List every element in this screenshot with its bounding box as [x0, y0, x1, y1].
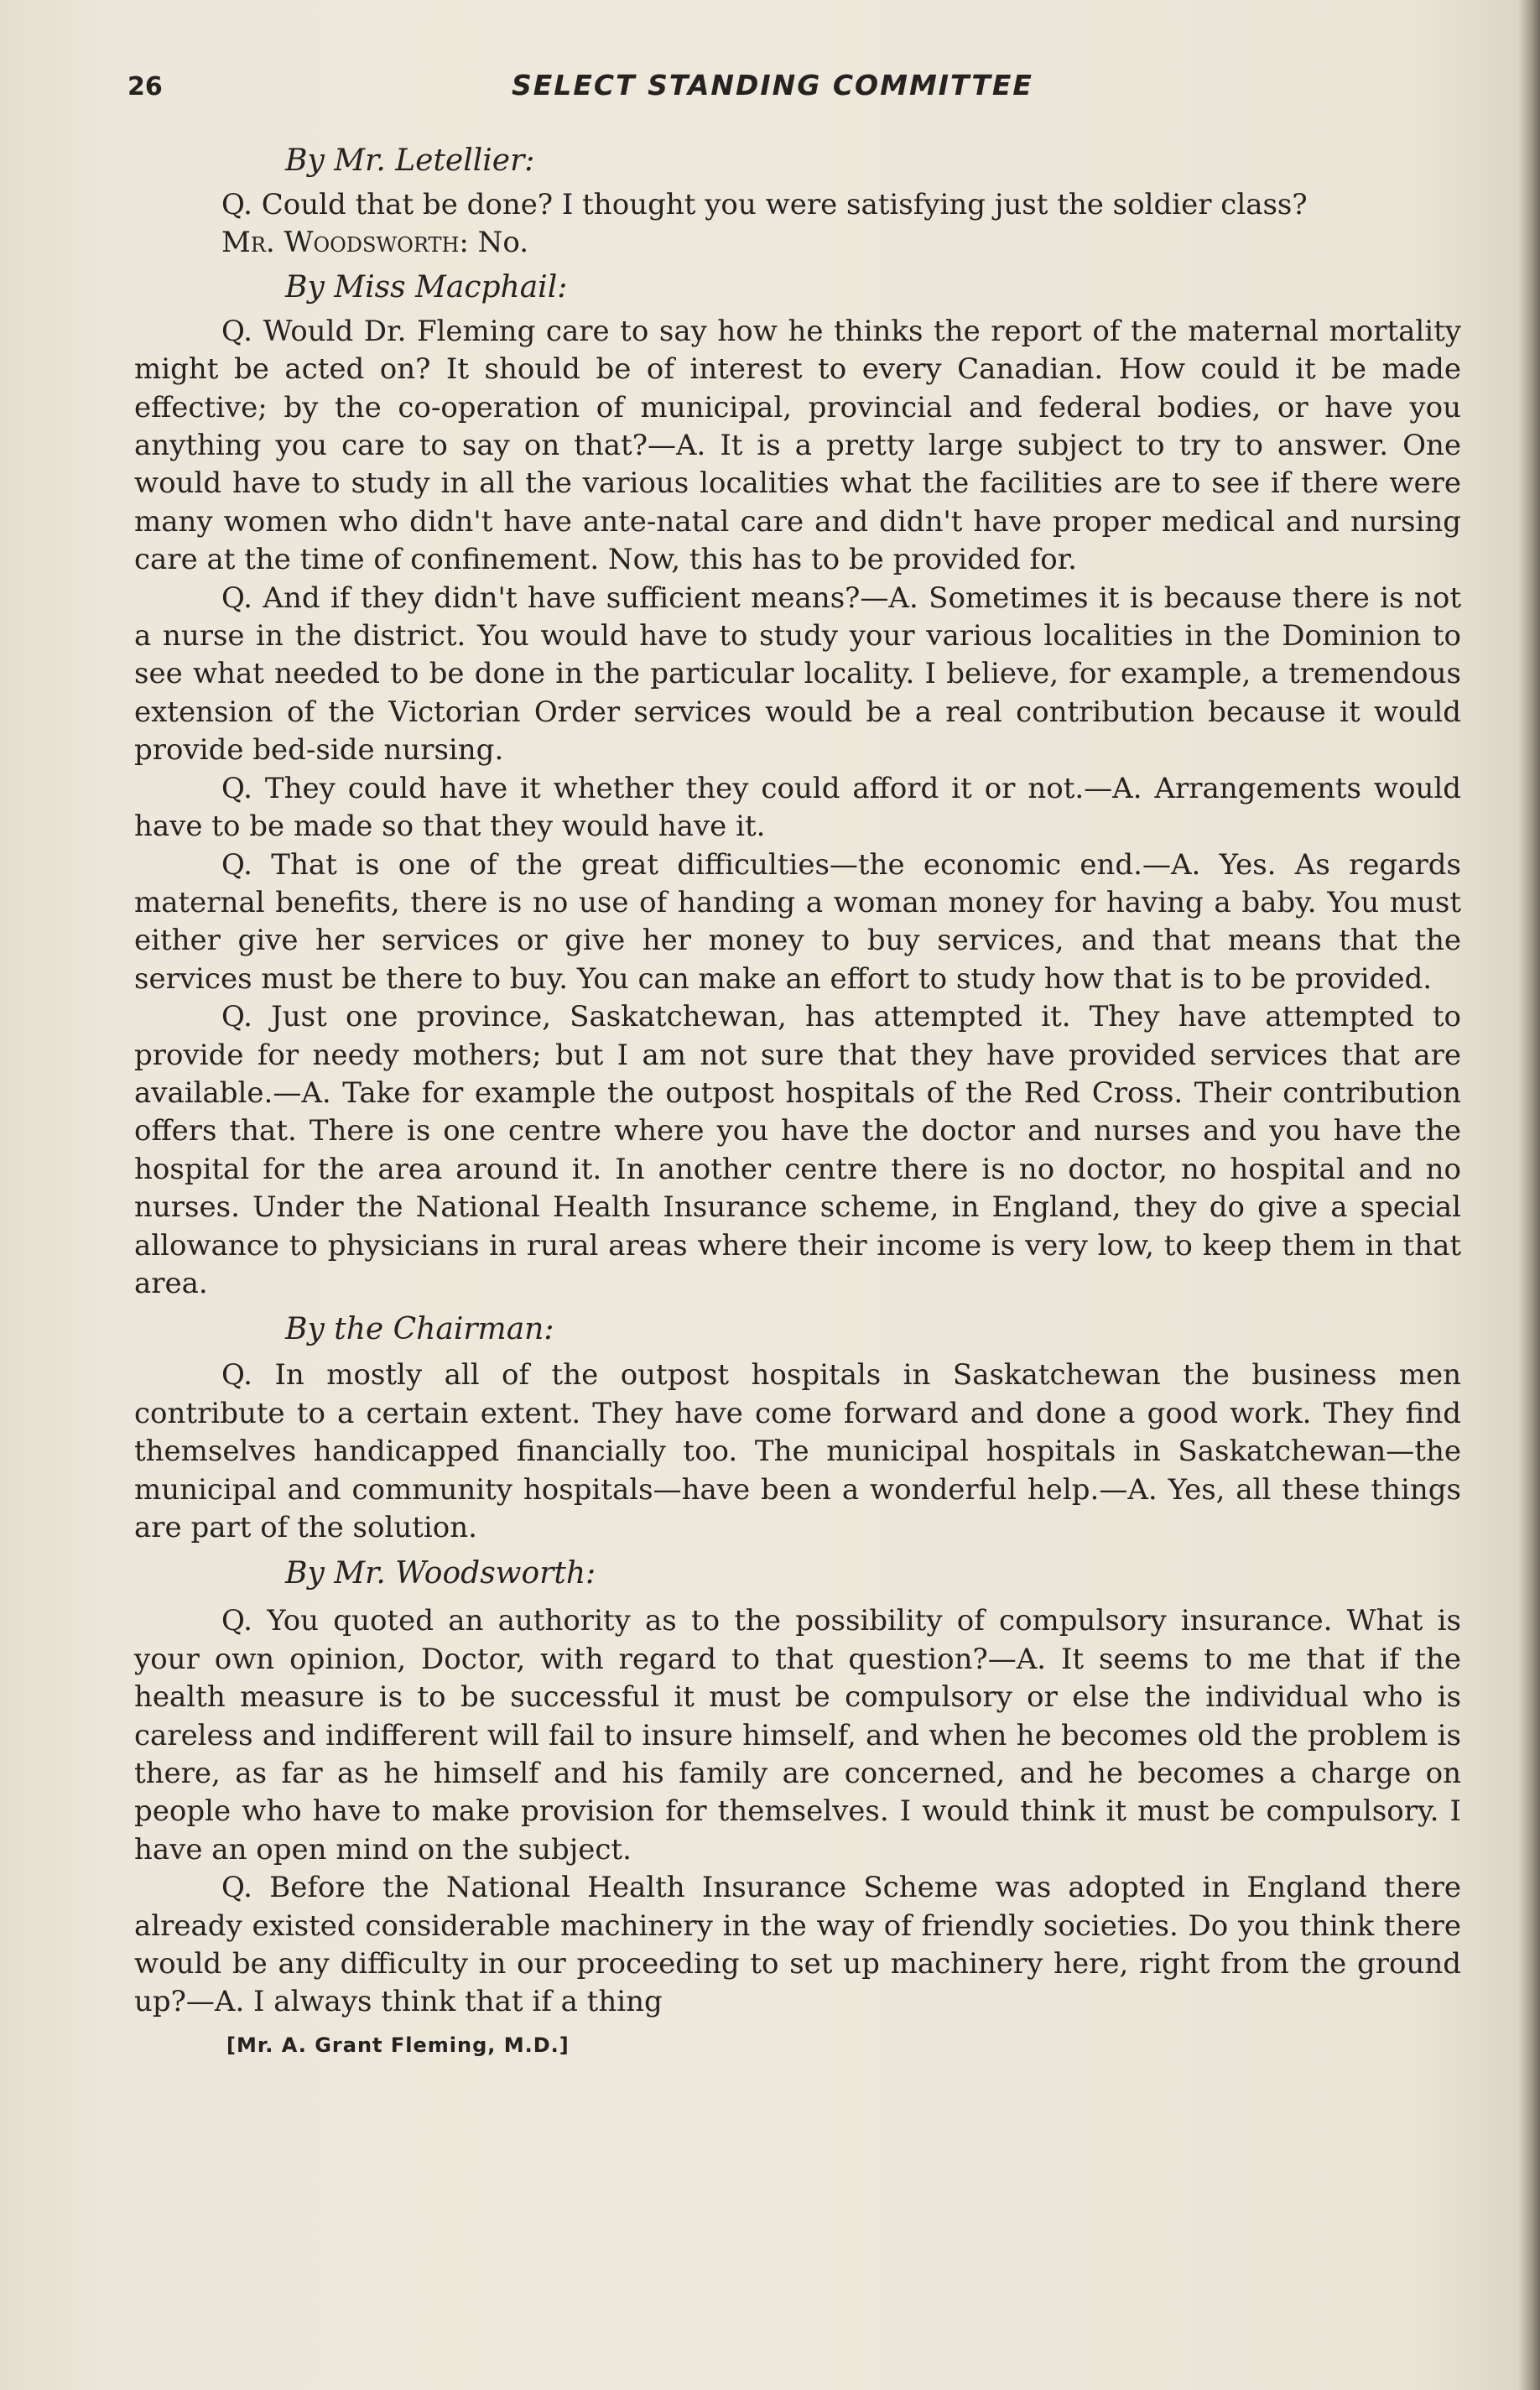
- paragraph: Q. Before the National Health Insurance Scheme was adopted in England there already existed considerable machinery in the way of friendly societies. Do you think there would be any difficulty in our proceeding to set up machinery here, right from the ground up?—A. I always think that if a thing: [134, 1871, 1461, 2019]
- speaker-name: Mr. Woodsworth: [221, 226, 460, 260]
- speaker-heading: By the Chairman:: [285, 1312, 554, 1347]
- paragraph: Q. They could have it whether they could afford it or not.—A. Arrangements would have to be made so that they would have it.: [134, 771, 1461, 844]
- speaker-heading: By Miss Macphail:: [285, 269, 568, 305]
- speaker-heading: By Mr. Woodsworth:: [285, 1556, 596, 1591]
- running-head: SELECT STANDING COMMITTEE: [512, 69, 1033, 102]
- page-header: [127, 69, 1461, 111]
- paragraph: Q. Just one province, Saskatchewan, has attempted it. They have attempted to provide for needy mothers; but I am not sure that they have provided services that are available.—A. Take for example the outpost hospitals of the Red Cross. Their contribution offers that. There is one centre where you have the doctor and nurses and you have the hospital for the area around it. In another centre there is no doctor, no hospital and no nurses. Under the National Health Insurance scheme, in England, they do give a special allowance to physicians in rural areas where their income is very low, to keep them in that area.: [134, 1000, 1461, 1300]
- paragraph: Q. In mostly all of the outpost hospitals in Saskatchewan the business men contribute to a certain extent. They have come forward and done a good work. They find themselves handicapped financially too. The municipal hospitals in Saskatchewan—the municipal and community hospitals—have been a wonderful help.—A. Yes, all these things are part of the solution.: [134, 1358, 1461, 1544]
- speaker-heading: By Mr. Letellier:: [285, 143, 535, 178]
- paragraph: Q. And if they didn't have sufficient means?—A. Sometimes it is because there is not a nurse in the district. You would have to study your various localities in the Dominion to see what needed to be done in the particular locality. I believe, for example, a tremendous extension of the Victorian Order services would be a real contribution because it would provide bed-side nursing.: [134, 581, 1461, 768]
- paragraph: Q. That is one of the great difficulties—the economic end.—A. Yes. As regards maternal benefits, there is no use of handing a woman money for having a baby. You must either give her services or give her money to buy services, and that means that the services must be there to buy. You can make an effort to study how that is to be provided.: [134, 847, 1461, 996]
- paragraph-text: : No.: [459, 226, 529, 260]
- page-body: [134, 141, 1461, 2065]
- witness-credit: [Mr. A. Grant Fleming, M.D.]: [226, 2033, 570, 2057]
- paragraph: Q. Could that be done? I thought you were satisfying just the soldier class?: [221, 188, 1308, 221]
- paragraph: [134, 224, 1461, 262]
- paragraph: Q. You quoted an authority as to the possibility of compulsory insurance. What is your own opinion, Doctor, with regard to that question?—A. It seems to me that if the health measure is to be successful it must be compulsory or else the individual who is careless and indifferent will fail to insure himself, and when he becomes old the problem is there, as far as he himself and his family are concerned, and he becomes a charge on people who have to make provision for themselves. I would think it must be compulsory. I have an open mind on the subject.: [134, 1604, 1461, 1867]
- page-edge-shadow: [1518, 0, 1540, 2390]
- page-number: 26: [127, 72, 163, 102]
- paragraph: Q. Would Dr. Fleming care to say how he thinks the report of the maternal mortality might be acted on? It should be of interest to every Canadian. How could it be made effective; by the co-operation of municipal, provincial and federal bodies, or have you anything you care to say on that?—A. It is a pretty large subject to try to answer. One would have to study in all the various localities what the facilities are to see if there were many women who didn't have ante-natal care and didn't have proper medical and nursing care at the time of confinement. Now, this has to be provided for.: [134, 314, 1461, 577]
